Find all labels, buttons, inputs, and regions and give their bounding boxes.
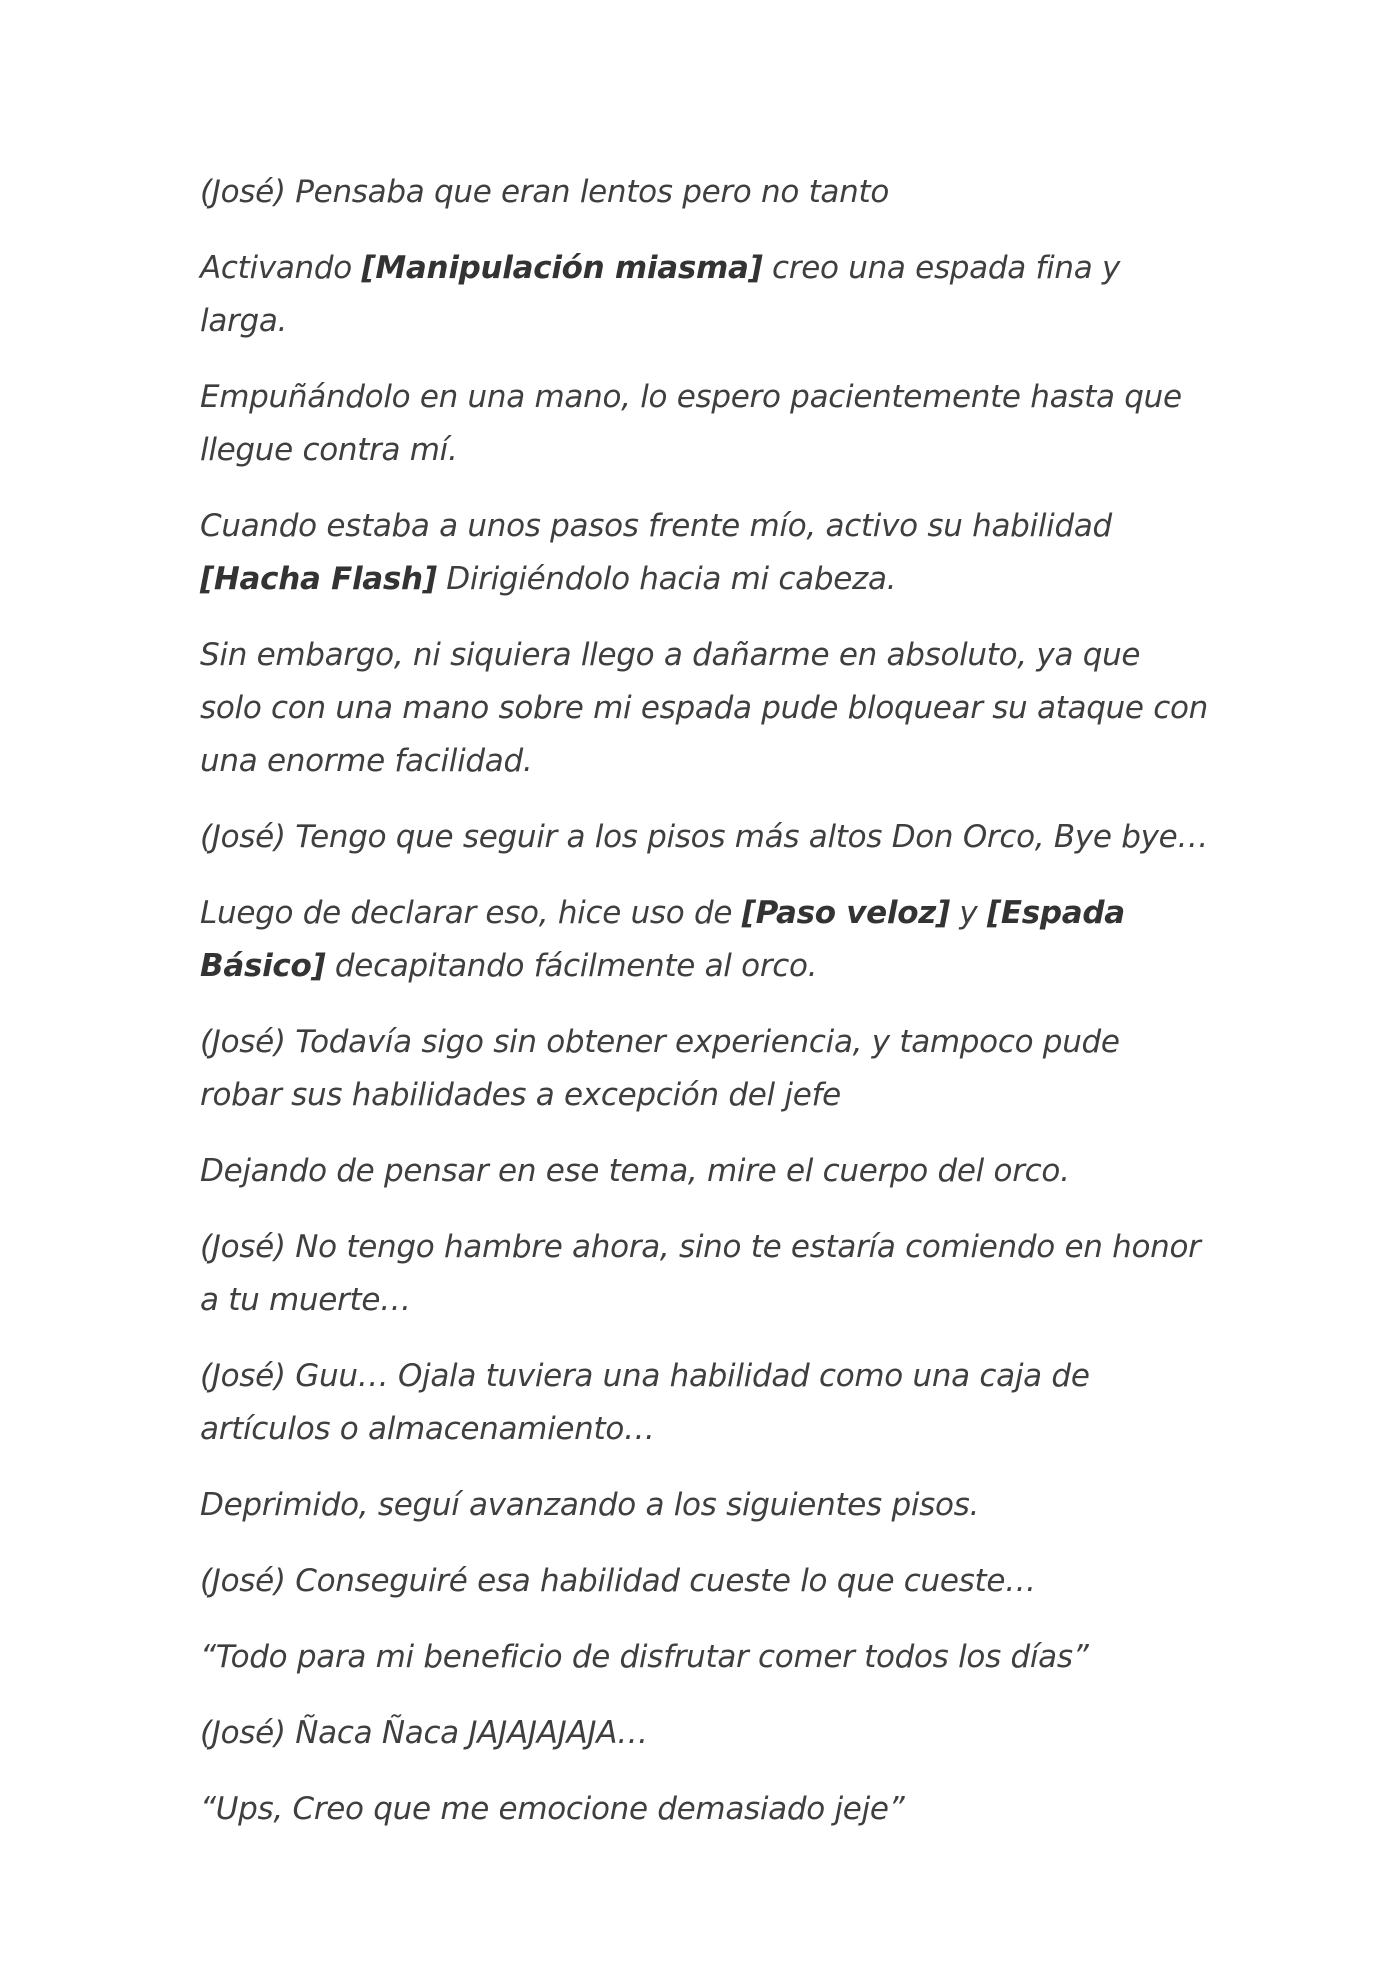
text-run: Dejando de pensar en ese tema, mire el cuerpo del orco. — [200, 1153, 1070, 1189]
text-run: (José) Tengo que seguir a los pisos más altos Don Orco, Bye bye… — [200, 819, 1209, 855]
text-run: y — [949, 895, 987, 931]
text-run: (José) Ñaca Ñaca JAJAJAJAJA… — [200, 1715, 648, 1751]
text-run: decapitando fácilmente al orco. — [325, 948, 818, 984]
paragraph — [200, 887, 1210, 993]
paragraph — [200, 500, 1210, 606]
text-run: Deprimido, seguí avanzando a los siguientes pisos. — [200, 1487, 980, 1523]
text-run: “Ups, Creo que me emocione demasiado jeje” — [200, 1791, 905, 1827]
paragraph — [200, 1016, 1210, 1122]
text-run: Sin embargo, ni siquiera llego a dañarme en absoluto, ya que solo con una mano sobre mi espada pude bloquear su ataque con una enorme facilidad. — [200, 637, 1209, 779]
text-run: creo una espada fina y larga. — [200, 250, 1121, 339]
document-page — [200, 166, 1210, 1859]
text-run: Luego de declarar eso, hice uso de — [200, 895, 742, 931]
paragraph — [200, 371, 1210, 477]
text-run: (José) Conseguiré esa habilidad cueste lo que cueste… — [200, 1563, 1036, 1599]
paragraph — [200, 1707, 1210, 1760]
paragraph — [200, 1221, 1210, 1327]
paragraph — [200, 629, 1210, 788]
skill-name: [Manipulación miasma] — [361, 250, 763, 286]
paragraph — [200, 811, 1210, 864]
text-run: Empuñándolo en una mano, lo espero pacientemente hasta que llegue contra mí. — [200, 379, 1182, 468]
paragraph — [200, 1479, 1210, 1532]
paragraph — [200, 1350, 1210, 1456]
skill-name: [Paso veloz] — [741, 895, 950, 931]
paragraph — [200, 1631, 1210, 1684]
text-run: (José) Todavía sigo sin obtener experiencia, y tampoco pude robar sus habilidades a excepción del jefe — [200, 1024, 1120, 1113]
text-run: Cuando estaba a unos pasos frente mío, activo su habilidad — [200, 508, 1112, 544]
paragraph — [200, 166, 1210, 219]
skill-name: [Espada Básico] — [200, 895, 1125, 984]
text-run: Activando — [200, 250, 362, 286]
text-run: (José) Pensaba que eran lentos pero no tanto — [200, 174, 889, 210]
paragraph — [200, 1555, 1210, 1608]
paragraph — [200, 1783, 1210, 1836]
text-run: (José) No tengo hambre ahora, sino te estaría comiendo en honor a tu muerte… — [200, 1229, 1201, 1318]
text-run: “Todo para mi beneficio de disfrutar comer todos los días” — [200, 1639, 1089, 1675]
paragraph — [200, 242, 1210, 348]
text-run: Dirigiéndolo hacia mi cabeza. — [436, 561, 897, 597]
text-run: (José) Guu… Ojala tuviera una habilidad como una caja de artículos o almacenamiento… — [200, 1358, 1090, 1447]
skill-name: [Hacha Flash] — [200, 561, 437, 597]
paragraph — [200, 1145, 1210, 1198]
